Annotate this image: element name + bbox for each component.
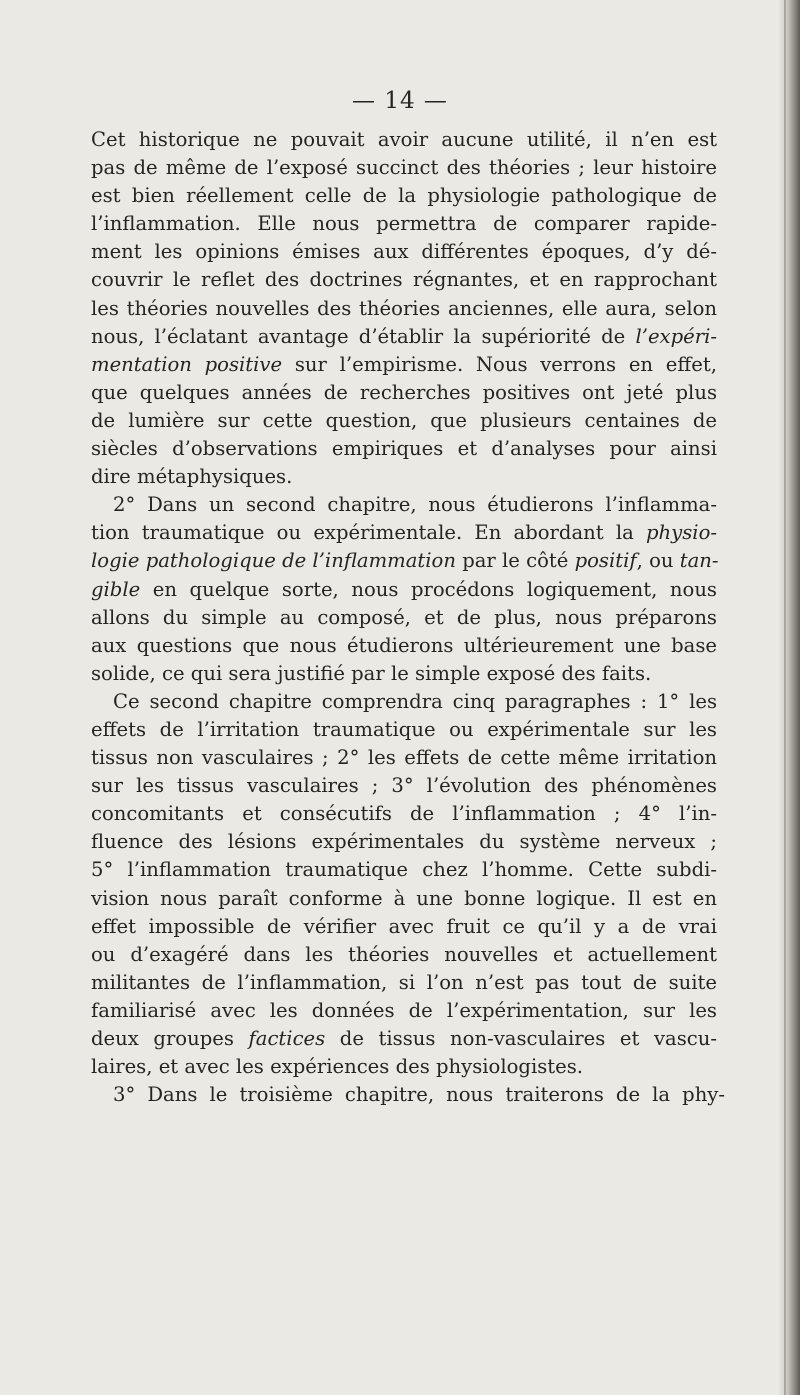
text-line xyxy=(91,660,717,688)
text-run: par le côté xyxy=(455,549,575,573)
text-line xyxy=(91,295,717,323)
text-line xyxy=(91,238,717,266)
paragraph xyxy=(91,126,717,491)
text-run: fluence des lésions expérimentales du système nerveux ; xyxy=(91,830,717,854)
text-run: 3° Dans le troisième chapitre, nous traiterons de la phy- xyxy=(113,1083,725,1107)
text-run: ou d’exagéré dans les théories nouvelles et actuellement xyxy=(91,942,717,966)
text-line xyxy=(91,856,717,884)
text-line xyxy=(91,800,717,828)
text-run: siècles d’observations empiriques et d’analyses pour ainsi xyxy=(91,437,717,461)
text-run: les théories nouvelles des théories anciennes, elle aura, selon xyxy=(91,296,717,320)
text-line xyxy=(91,744,717,772)
text-run: sur les tissus vasculaires ; 3° l’évolution des phénomènes xyxy=(91,774,717,798)
text-run: ment les opinions émises aux différentes époques, d’y dé- xyxy=(91,240,717,264)
text-run: Ce second chapitre comprendra cinq paragraphes : 1° les xyxy=(113,689,717,713)
text-line xyxy=(91,435,717,463)
text-line xyxy=(91,716,717,744)
text-line xyxy=(91,519,717,547)
text-run: que quelques années de recherches positives ont jeté plus xyxy=(91,380,717,404)
page-number-header: — 14 — xyxy=(352,88,448,114)
text-run: en quelque sorte, nous procédons logiquement, nous xyxy=(140,577,717,601)
italic-text: mentation positive xyxy=(91,352,283,376)
text-run: , ou xyxy=(636,549,680,573)
text-run: tissus non vasculaires ; 2° les effets de cette même irritation xyxy=(91,746,717,770)
text-line xyxy=(91,1053,717,1081)
text-line xyxy=(91,772,717,800)
text-run: effet impossible de vérifier avec fruit ce qu’il y a de vrai xyxy=(91,914,717,938)
text-line xyxy=(91,632,717,660)
text-run: 5° l’inflammation traumatique chez l’homme. Cette subdi- xyxy=(91,858,717,882)
text-line xyxy=(91,828,717,856)
page-edge-shadow xyxy=(778,0,800,1395)
italic-text: positif xyxy=(574,549,637,573)
text-run: pas de même de l’exposé succinct des théories ; leur histoire xyxy=(91,156,717,180)
paragraph xyxy=(91,491,717,688)
text-run: vision nous paraît conforme à une bonne logique. Il est en xyxy=(91,886,717,910)
text-line xyxy=(91,379,717,407)
text-run: est bien réellement celle de la physiologie pathologique de xyxy=(91,184,717,208)
text-run: nous, l’éclatant avantage d’établir la supériorité de xyxy=(91,324,636,348)
text-line xyxy=(91,688,717,716)
text-line xyxy=(91,885,717,913)
text-line xyxy=(91,1025,717,1053)
text-run: allons du simple au composé, et de plus, nous préparons xyxy=(91,605,717,629)
text-run: Cet historique ne pouvait avoir aucune utilité, il n’en est xyxy=(91,128,717,151)
text-run: sur l’empirisme. Nous verrons en effet, xyxy=(282,352,717,376)
text-line xyxy=(91,463,717,491)
text-line xyxy=(91,997,717,1025)
text-line xyxy=(91,210,717,238)
text-line xyxy=(91,266,717,294)
italic-text: physio- xyxy=(646,521,717,545)
text-run: concomitants et consécutifs de l’inflammation ; 4° l’in- xyxy=(91,802,717,826)
text-line xyxy=(91,969,717,997)
text-run: militantes de l’inflammation, si l’on n’est pas tout de suite xyxy=(91,970,717,994)
text-run: deux groupes xyxy=(91,1027,249,1050)
text-run: l’inflammation. Elle nous permettra de comparer rapide- xyxy=(91,212,717,236)
italic-text: tan- xyxy=(679,549,719,573)
paragraph xyxy=(91,1081,725,1109)
text-run: aux questions que nous étudierons ultérieurement une base xyxy=(91,633,717,657)
paragraph xyxy=(91,688,717,1081)
text-run: effets de l’irritation traumatique ou expérimentale sur les xyxy=(91,717,717,741)
text-line xyxy=(91,154,717,182)
text-line xyxy=(91,941,717,969)
text-run: familiarisé avec les données de l’expérimentation, sur les xyxy=(91,998,717,1022)
body-text xyxy=(91,126,725,1109)
text-line xyxy=(91,547,717,575)
text-run: de lumière sur cette question, que plusieurs centaines de xyxy=(91,408,717,432)
page-edge-line xyxy=(784,0,786,1395)
text-line xyxy=(91,407,717,435)
text-line xyxy=(91,1081,725,1109)
text-run: laires, et avec les expériences des physiologistes. xyxy=(91,1055,584,1079)
italic-text: factices xyxy=(248,1027,326,1050)
italic-text: gible xyxy=(91,577,141,601)
text-run: tion traumatique ou expérimentale. En abordant la xyxy=(91,521,647,545)
italic-text: logie pathologique de l’inflammation xyxy=(91,549,456,573)
text-line xyxy=(91,576,717,604)
text-line xyxy=(91,913,717,941)
text-run: dire métaphysiques. xyxy=(91,465,293,489)
text-line xyxy=(91,182,717,210)
text-run: solide, ce qui sera justifié par le simple exposé des faits. xyxy=(91,661,652,685)
text-line xyxy=(91,491,717,519)
text-line xyxy=(91,126,717,154)
text-line xyxy=(91,351,717,379)
text-line xyxy=(91,604,717,632)
italic-text: l’expéri- xyxy=(635,324,717,348)
text-line xyxy=(91,323,717,351)
text-run: de tissus non-vasculaires et vascu- xyxy=(325,1027,717,1050)
text-run: 2° Dans un second chapitre, nous étudierons l’inflamma- xyxy=(113,493,717,517)
text-run: couvrir le reflet des doctrines régnantes, et en rapprochant xyxy=(91,268,717,292)
